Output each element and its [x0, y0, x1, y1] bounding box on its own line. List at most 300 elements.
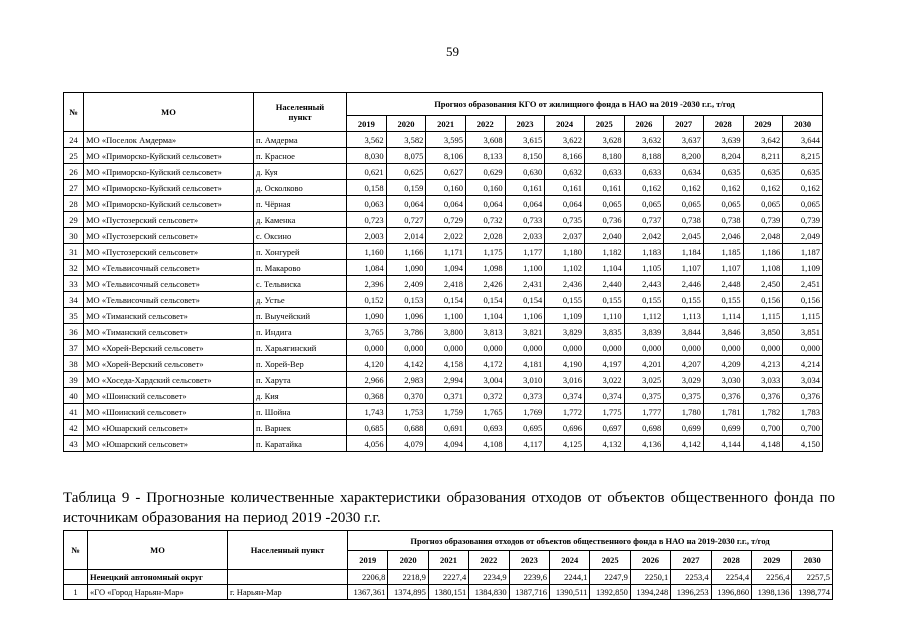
row-value: 0,738	[703, 212, 743, 228]
row-value: 0,732	[465, 212, 505, 228]
row-value: 0,727	[386, 212, 426, 228]
row-settlement: п. Хонгурей	[254, 244, 347, 260]
row-value: 1,100	[426, 308, 466, 324]
row-value: 0,000	[465, 340, 505, 356]
header-num: №	[64, 531, 88, 570]
row-value: 0,735	[545, 212, 585, 228]
row-value: 0,368	[347, 388, 387, 404]
row-settlement: д. Осколково	[254, 180, 347, 196]
row-value: 3,562	[347, 132, 387, 148]
row-number: 39	[64, 372, 84, 388]
row-settlement: г. Нарьян-Мар	[228, 585, 348, 600]
row-value: 3,022	[584, 372, 624, 388]
row-value: 0,000	[584, 340, 624, 356]
row-number: 24	[64, 132, 84, 148]
row-value: 0,375	[664, 388, 704, 404]
row-number: 28	[64, 196, 84, 212]
row-number: 25	[64, 148, 84, 164]
row-number: 38	[64, 356, 84, 372]
row-value: 0,729	[426, 212, 466, 228]
row-value: 0,699	[703, 420, 743, 436]
row-value: 2250,1	[630, 570, 670, 585]
row-value: 4,181	[505, 356, 545, 372]
row-value: 1,106	[505, 308, 545, 324]
row-value: 0,065	[743, 196, 783, 212]
row-value: 0,155	[624, 292, 664, 308]
row-value: 0,736	[584, 212, 624, 228]
row-mo: МО «Хорей-Верский сельсовет»	[84, 356, 254, 372]
header-settlement: Населенный пункт	[228, 531, 348, 570]
row-value: 1,187	[783, 244, 823, 260]
row-value: 1,782	[743, 404, 783, 420]
table-row	[64, 308, 823, 324]
row-value: 0,000	[743, 340, 783, 356]
header-year: 2022	[469, 551, 509, 570]
row-value: 0,685	[347, 420, 387, 436]
row-value: 0,161	[545, 180, 585, 196]
header-year: 2029	[743, 116, 783, 132]
row-value: 1394,248	[630, 585, 670, 600]
row-number	[64, 570, 88, 585]
row-value: 1,180	[545, 244, 585, 260]
table-row	[64, 388, 823, 404]
row-value: 3,010	[505, 372, 545, 388]
row-value: 2,966	[347, 372, 387, 388]
row-value: 2,426	[465, 276, 505, 292]
row-value: 2,037	[545, 228, 585, 244]
row-mo: МО «Пустозерский сельсовет»	[84, 212, 254, 228]
header-year: 2020	[386, 116, 426, 132]
table-row	[64, 420, 823, 436]
row-value: 3,025	[624, 372, 664, 388]
row-settlement	[228, 570, 348, 585]
header-settlement-line2: пункт	[288, 112, 312, 122]
row-value: 0,000	[426, 340, 466, 356]
row-value: 1,104	[584, 260, 624, 276]
row-value: 3,034	[783, 372, 823, 388]
row-value: 1,094	[426, 260, 466, 276]
row-value: 0,064	[426, 196, 466, 212]
row-settlement: п. Чёрная	[254, 196, 347, 212]
row-settlement: п. Красное	[254, 148, 347, 164]
row-value: 0,739	[783, 212, 823, 228]
row-value: 3,637	[664, 132, 704, 148]
row-value: 0,064	[545, 196, 585, 212]
table-row	[64, 436, 823, 452]
row-value: 2,431	[505, 276, 545, 292]
row-value: 1,182	[584, 244, 624, 260]
header-year: 2028	[711, 551, 751, 570]
row-value: 3,033	[743, 372, 783, 388]
row-value: 4,117	[505, 436, 545, 452]
row-value: 0,629	[465, 164, 505, 180]
table-row	[64, 244, 823, 260]
row-value: 3,016	[545, 372, 585, 388]
row-value: 1,098	[465, 260, 505, 276]
row-value: 3,595	[426, 132, 466, 148]
row-value: 2244,1	[550, 570, 590, 585]
row-number: 1	[64, 585, 88, 600]
row-number: 27	[64, 180, 84, 196]
row-value: 4,148	[743, 436, 783, 452]
page-number: 59	[446, 44, 459, 59]
row-value: 1396,860	[711, 585, 751, 600]
row-mo: МО «Пустозерский сельсовет»	[84, 244, 254, 260]
row-value: 4,197	[584, 356, 624, 372]
header-year: 2025	[590, 551, 630, 570]
table-row	[64, 340, 823, 356]
row-value: 8,211	[743, 148, 783, 164]
row-value: 1,110	[584, 308, 624, 324]
row-mo: МО «Поселок Амдерма»	[84, 132, 254, 148]
row-value: 0,159	[386, 180, 426, 196]
row-value: 0,160	[426, 180, 466, 196]
row-settlement: п. Выучейский	[254, 308, 347, 324]
row-value: 0,162	[664, 180, 704, 196]
row-value: 3,844	[664, 324, 704, 340]
row-value: 8,030	[347, 148, 387, 164]
header-year: 2024	[550, 551, 590, 570]
row-value: 2,448	[703, 276, 743, 292]
row-settlement: п. Шойна	[254, 404, 347, 420]
row-value: 1,108	[743, 260, 783, 276]
row-value: 0,162	[624, 180, 664, 196]
row-value: 0,632	[545, 164, 585, 180]
row-value: 0,376	[743, 388, 783, 404]
row-value: 8,166	[545, 148, 585, 164]
header-year: 2027	[664, 116, 704, 132]
row-value: 0,371	[426, 388, 466, 404]
row-mo: Ненецкий автономный округ	[88, 570, 228, 585]
row-number: 31	[64, 244, 84, 260]
row-value: 2,046	[703, 228, 743, 244]
row-settlement: п. Хорей-Вер	[254, 356, 347, 372]
row-value: 1,114	[703, 308, 743, 324]
row-value: 2,443	[624, 276, 664, 292]
row-value: 4,190	[545, 356, 585, 372]
row-value: 8,188	[624, 148, 664, 164]
row-number: 35	[64, 308, 84, 324]
row-value: 8,180	[584, 148, 624, 164]
row-value: 3,622	[545, 132, 585, 148]
row-value: 0,693	[465, 420, 505, 436]
header-year: 2030	[783, 116, 823, 132]
row-value: 2,451	[783, 276, 823, 292]
row-value: 0,695	[505, 420, 545, 436]
row-value: 0,064	[386, 196, 426, 212]
row-value: 1,177	[505, 244, 545, 260]
row-value: 3,786	[386, 324, 426, 340]
row-value: 0,738	[664, 212, 704, 228]
row-value: 4,094	[426, 436, 466, 452]
row-value: 1,107	[703, 260, 743, 276]
row-value: 1,100	[505, 260, 545, 276]
row-value: 0,161	[584, 180, 624, 196]
row-value: 0,621	[347, 164, 387, 180]
row-value: 0,376	[703, 388, 743, 404]
table-row	[64, 148, 823, 164]
row-mo: МО «Тельвисочный сельсовет»	[84, 292, 254, 308]
header-forecast: Прогноз образования КГО от жилищного фонда в НАО на 2019 -2030 г.г., т/год	[347, 93, 823, 116]
row-value: 0,635	[703, 164, 743, 180]
row-value: 4,144	[703, 436, 743, 452]
row-number: 32	[64, 260, 84, 276]
row-value: 0,688	[386, 420, 426, 436]
row-value: 1,183	[624, 244, 664, 260]
row-value: 2,045	[664, 228, 704, 244]
row-value: 0,162	[783, 180, 823, 196]
row-value: 2,436	[545, 276, 585, 292]
row-value: 4,172	[465, 356, 505, 372]
row-mo: МО «Шоинский сельсовет»	[84, 388, 254, 404]
row-value: 4,079	[386, 436, 426, 452]
table-row	[64, 212, 823, 228]
row-value: 0,155	[584, 292, 624, 308]
row-value: 2,028	[465, 228, 505, 244]
row-number: 30	[64, 228, 84, 244]
header-year: 2026	[630, 551, 670, 570]
row-value: 8,200	[664, 148, 704, 164]
row-value: 1367,361	[348, 585, 388, 600]
row-mo: МО «Хорей-Верский сельсовет»	[84, 340, 254, 356]
row-value: 1,115	[783, 308, 823, 324]
row-value: 0,370	[386, 388, 426, 404]
row-value: 1,112	[624, 308, 664, 324]
row-mo: МО «Приморско-Куйский сельсовет»	[84, 180, 254, 196]
row-value: 2,049	[783, 228, 823, 244]
row-number: 33	[64, 276, 84, 292]
row-settlement: п. Макарово	[254, 260, 347, 276]
row-value: 2,014	[386, 228, 426, 244]
row-value: 2,396	[347, 276, 387, 292]
row-value: 0,374	[584, 388, 624, 404]
row-settlement: п. Амдерма	[254, 132, 347, 148]
row-value: 0,633	[624, 164, 664, 180]
row-value: 0,065	[664, 196, 704, 212]
table-row	[64, 356, 823, 372]
row-value: 8,133	[465, 148, 505, 164]
row-value: 3,582	[386, 132, 426, 148]
header-year: 2019	[348, 551, 388, 570]
header-settlement-line1: Населенный	[275, 102, 325, 112]
row-value: 2,994	[426, 372, 466, 388]
row-value: 4,209	[703, 356, 743, 372]
header-year: 2021	[428, 551, 468, 570]
row-value: 3,644	[783, 132, 823, 148]
row-value: 1392,850	[590, 585, 630, 600]
row-value: 3,615	[505, 132, 545, 148]
row-value: 0,154	[505, 292, 545, 308]
row-value: 0,723	[347, 212, 387, 228]
header-year: 2024	[545, 116, 585, 132]
row-value: 2,022	[426, 228, 466, 244]
row-value: 0,000	[783, 340, 823, 356]
row-value: 0,372	[465, 388, 505, 404]
row-value: 0,000	[545, 340, 585, 356]
row-value: 8,075	[386, 148, 426, 164]
row-value: 0,156	[783, 292, 823, 308]
header-settlement	[254, 93, 347, 132]
row-value: 4,132	[584, 436, 624, 452]
row-mo: МО «Юшарский сельсовет»	[84, 436, 254, 452]
row-value: 2,450	[743, 276, 783, 292]
row-value: 1,166	[386, 244, 426, 260]
row-value: 1,777	[624, 404, 664, 420]
row-value: 1,772	[545, 404, 585, 420]
row-mo: МО «Хоседа-Хардский сельсовет»	[84, 372, 254, 388]
row-value: 1,171	[426, 244, 466, 260]
row-value: 3,839	[624, 324, 664, 340]
row-value: 0,635	[783, 164, 823, 180]
row-value: 3,004	[465, 372, 505, 388]
row-value: 1,780	[664, 404, 704, 420]
row-value: 0,065	[703, 196, 743, 212]
table-row	[64, 372, 823, 388]
row-value: 1,185	[703, 244, 743, 260]
table-row	[64, 324, 823, 340]
row-value: 0,000	[703, 340, 743, 356]
row-value: 3,642	[743, 132, 783, 148]
row-value: 2,003	[347, 228, 387, 244]
header-year: 2020	[388, 551, 428, 570]
row-value: 8,106	[426, 148, 466, 164]
row-value: 1,109	[783, 260, 823, 276]
row-value: 2206,8	[348, 570, 388, 585]
header-year: 2023	[505, 116, 545, 132]
row-value: 0,733	[505, 212, 545, 228]
header-year: 2021	[426, 116, 466, 132]
row-value: 2253,4	[671, 570, 711, 585]
row-value: 3,029	[664, 372, 704, 388]
row-value: 0,064	[465, 196, 505, 212]
row-value: 2218,9	[388, 570, 428, 585]
row-value: 2,418	[426, 276, 466, 292]
row-value: 0,155	[703, 292, 743, 308]
row-value: 0,000	[664, 340, 704, 356]
row-value: 0,635	[743, 164, 783, 180]
row-value: 0,161	[505, 180, 545, 196]
row-number: 29	[64, 212, 84, 228]
row-settlement: п. Индига	[254, 324, 347, 340]
row-value: 0,000	[505, 340, 545, 356]
row-value: 1,109	[545, 308, 585, 324]
row-value: 1,769	[505, 404, 545, 420]
row-value: 1,184	[664, 244, 704, 260]
row-value: 2,040	[584, 228, 624, 244]
row-mo: МО «Шоинский сельсовет»	[84, 404, 254, 420]
row-value: 1,160	[347, 244, 387, 260]
row-number: 42	[64, 420, 84, 436]
row-value: 1,113	[664, 308, 704, 324]
row-value: 4,158	[426, 356, 466, 372]
row-value: 0,160	[465, 180, 505, 196]
row-value: 3,821	[505, 324, 545, 340]
row-number: 43	[64, 436, 84, 452]
row-settlement: д. Каменка	[254, 212, 347, 228]
row-value: 2,048	[743, 228, 783, 244]
row-value: 1,105	[624, 260, 664, 276]
row-value: 1,104	[465, 308, 505, 324]
row-value: 2,983	[386, 372, 426, 388]
row-value: 1,115	[743, 308, 783, 324]
row-value: 2,440	[584, 276, 624, 292]
header-year: 2023	[509, 551, 549, 570]
row-value: 1387,716	[509, 585, 549, 600]
row-value: 3,030	[703, 372, 743, 388]
table-row	[64, 585, 833, 600]
row-value: 0,698	[624, 420, 664, 436]
row-value: 0,152	[347, 292, 387, 308]
row-value: 0,156	[743, 292, 783, 308]
row-value: 4,207	[664, 356, 704, 372]
row-value: 3,632	[624, 132, 664, 148]
row-value: 0,065	[624, 196, 664, 212]
row-settlement: д. Устье	[254, 292, 347, 308]
row-value: 1,781	[703, 404, 743, 420]
table-row	[64, 196, 823, 212]
row-settlement: д. Кия	[254, 388, 347, 404]
row-value: 1398,774	[792, 585, 833, 600]
row-value: 0,699	[664, 420, 704, 436]
row-value: 2,042	[624, 228, 664, 244]
row-value: 0,154	[426, 292, 466, 308]
row-value: 0,625	[386, 164, 426, 180]
row-value: 3,829	[545, 324, 585, 340]
row-number: 26	[64, 164, 84, 180]
row-value: 0,374	[545, 388, 585, 404]
row-value: 1380,151	[428, 585, 468, 600]
row-mo: МО «Пустозерский сельсовет»	[84, 228, 254, 244]
row-value: 0,376	[783, 388, 823, 404]
row-value: 2,409	[386, 276, 426, 292]
header-year: 2026	[624, 116, 664, 132]
row-value: 1,084	[347, 260, 387, 276]
row-value: 4,136	[624, 436, 664, 452]
row-value: 0,154	[465, 292, 505, 308]
row-value: 0,000	[347, 340, 387, 356]
row-value: 2254,4	[711, 570, 751, 585]
row-value: 3,608	[465, 132, 505, 148]
row-mo: МО «Приморско-Куйский сельсовет»	[84, 148, 254, 164]
row-mo: МО «Тельвисочный сельсовет»	[84, 276, 254, 292]
row-value: 0,155	[545, 292, 585, 308]
row-value: 0,633	[584, 164, 624, 180]
row-value: 8,204	[703, 148, 743, 164]
row-value: 4,142	[664, 436, 704, 452]
row-value: 0,700	[743, 420, 783, 436]
header-mo: МО	[84, 93, 254, 132]
table-row	[64, 404, 823, 420]
row-settlement: п. Каратайка	[254, 436, 347, 452]
row-value: 1,090	[347, 308, 387, 324]
row-value: 3,800	[426, 324, 466, 340]
row-value: 1,096	[386, 308, 426, 324]
row-value: 1,743	[347, 404, 387, 420]
row-value: 0,739	[743, 212, 783, 228]
row-mo: МО «Приморско-Куйский сельсовет»	[84, 164, 254, 180]
row-settlement: с. Тельвиска	[254, 276, 347, 292]
row-value: 1,765	[465, 404, 505, 420]
row-value: 4,214	[783, 356, 823, 372]
row-value: 0,000	[386, 340, 426, 356]
row-value: 0,737	[624, 212, 664, 228]
row-value: 3,851	[783, 324, 823, 340]
row-value: 2,446	[664, 276, 704, 292]
row-value: 4,201	[624, 356, 664, 372]
row-value: 0,697	[584, 420, 624, 436]
row-value: 1398,136	[752, 585, 792, 600]
header-year: 2019	[347, 116, 387, 132]
